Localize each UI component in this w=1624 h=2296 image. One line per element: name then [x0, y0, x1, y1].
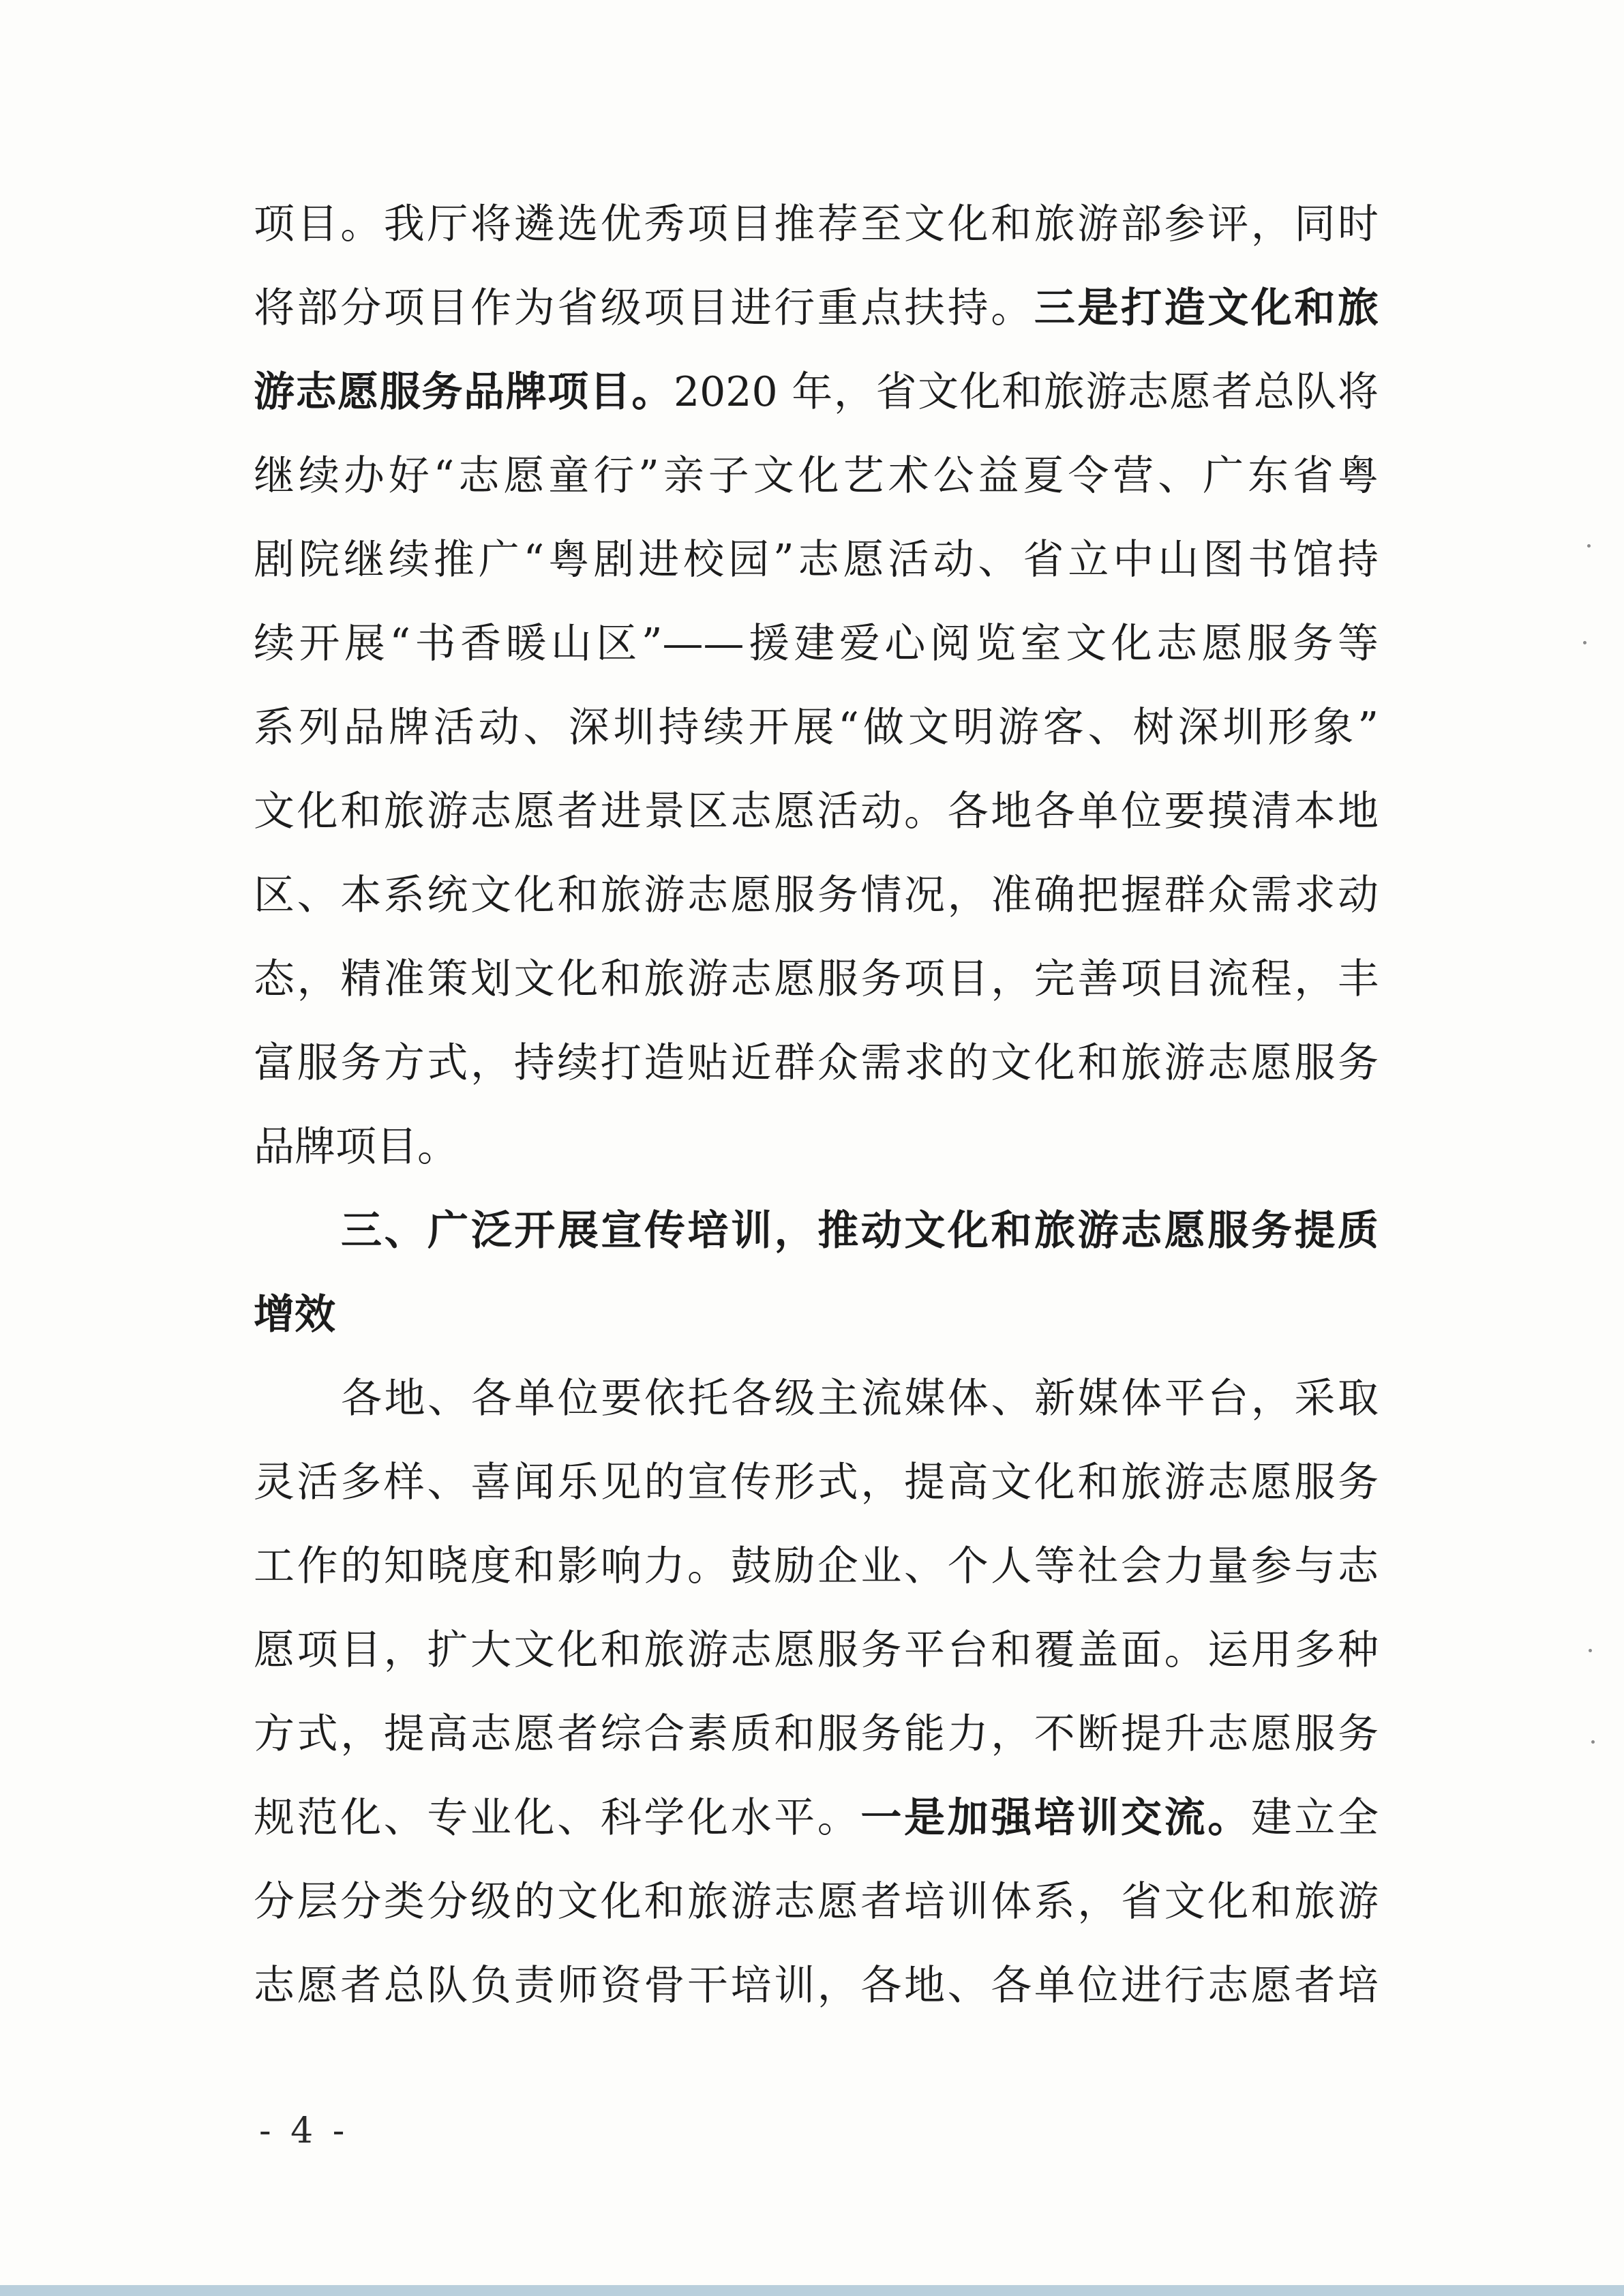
text-line [254, 1860, 1379, 1944]
text-line [254, 854, 1379, 938]
text-line [254, 183, 1379, 267]
text-run: 继续办好“志愿童行”亲子文化艺术公益夏令营、广东省粤 [254, 452, 1379, 500]
text-line [254, 770, 1379, 854]
text-run: 方式，提高志愿者综合素质和服务能力，不断提升志愿服务 [254, 1710, 1379, 1758]
text-run: 将部分项目作为省级项目进行重点扶持。 [254, 284, 1034, 332]
text-line [254, 938, 1379, 1022]
text-line [254, 351, 1379, 434]
text-run: 剧院继续推广“粤剧进校园”志愿活动、省立中山图书馆持 [254, 536, 1379, 584]
bold-text-run: 游志愿服务品牌项目。 [254, 368, 674, 416]
text-line [254, 1525, 1379, 1609]
text-run: 建立全 [1250, 1794, 1379, 1842]
text-run: 分层分类分级的文化和旅游志愿者培训体系，省文化和旅游 [254, 1878, 1379, 1926]
section-heading-text: 三、广泛开展宣传培训，推动文化和旅游志愿服务提质 [341, 1207, 1379, 1255]
text-line [254, 686, 1379, 770]
text-line [254, 1776, 1379, 1860]
body-text [254, 183, 1379, 2028]
text-line [254, 1441, 1379, 1525]
scan-speck [1583, 641, 1587, 644]
text-run: 项目。我厅将遴选优秀项目推荐至文化和旅游部参评，同时 [254, 200, 1379, 248]
text-line [254, 518, 1379, 602]
text-line [254, 434, 1379, 518]
section-heading [254, 1189, 1379, 1273]
scan-speck [1591, 1740, 1595, 1744]
text-run: 规范化、专业化、科学化水平。 [254, 1794, 861, 1842]
text-run: 续开展“书香暖山区”——援建爱心阅览室文化志愿服务等 [254, 620, 1379, 668]
text-run: 区、本系统文化和旅游志愿服务情况，准确把握群众需求动 [254, 871, 1379, 919]
bold-text-run: 一是加强培训交流。 [860, 1794, 1251, 1842]
text-line [254, 1693, 1379, 1776]
text-run: 文化和旅游志愿者进景区志愿活动。各地各单位要摸清本地 [254, 788, 1379, 835]
scan-speck [1589, 1649, 1592, 1652]
text-line [254, 602, 1379, 686]
text-line [254, 1609, 1379, 1693]
text-line [254, 267, 1379, 351]
text-run: 富服务方式，持续打造贴近群众需求的文化和旅游志愿服务 [254, 1039, 1379, 1087]
text-line [254, 1105, 1379, 1189]
text-run: 工作的知晓度和影响力。鼓励企业、个人等社会力量参与志 [254, 1542, 1379, 1590]
text-run: 2020 年，省文化和旅游志愿者总队将 [673, 368, 1379, 416]
text-run: 愿项目，扩大文化和旅游志愿服务平台和覆盖面。运用多种 [254, 1626, 1379, 1674]
text-run: 各地、各单位要依托各级主流媒体、新媒体平台，采取 [341, 1375, 1379, 1422]
text-line [254, 1357, 1379, 1441]
text-run: 品牌项目。 [254, 1123, 458, 1171]
text-run: 态，精准策划文化和旅游志愿服务项目，完善项目流程，丰 [254, 955, 1379, 1003]
bold-text-run: 三是打造文化和旅 [1034, 284, 1379, 332]
text-run: 系列品牌活动、深圳持续开展“做文明游客、树深圳形象” [254, 704, 1379, 751]
scan-edge [0, 2285, 1624, 2296]
scan-speck [1587, 544, 1591, 548]
text-run: 志愿者总队负责师资骨干培训，各地、各单位进行志愿者培 [254, 1962, 1379, 2010]
text-line [254, 1022, 1379, 1105]
section-heading-continued [254, 1273, 1379, 1357]
page-number: - 4 - [259, 2111, 349, 2151]
text-run: 灵活多样、喜闻乐见的宣传形式，提高文化和旅游志愿服务 [254, 1459, 1379, 1506]
text-line [254, 1944, 1379, 2028]
section-heading-text: 增效 [254, 1291, 335, 1339]
